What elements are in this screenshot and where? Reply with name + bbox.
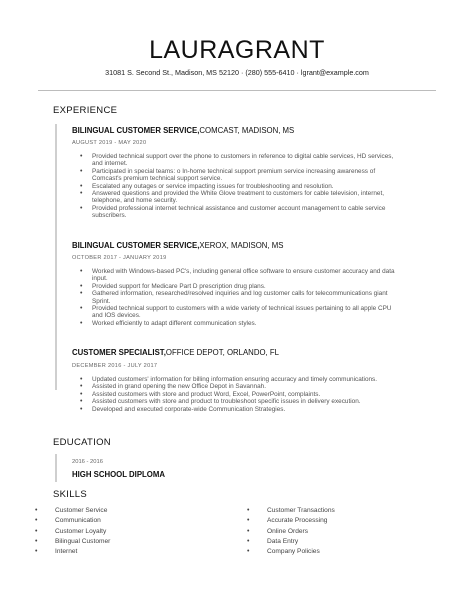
list-item: • Worked efficiently to adapt different communication styles. xyxy=(80,320,400,327)
candidate-name: LAURAGRANT xyxy=(149,36,325,64)
experience-heading: EXPERIENCE xyxy=(53,105,118,116)
job-bullets xyxy=(80,153,400,220)
list-item: • Provided professional internet technical assistance and customer account management to cable service subscribers. xyxy=(80,205,400,220)
skill-item: • Data Entry xyxy=(241,537,335,547)
skill-item: • Bilingual Customer xyxy=(29,537,110,547)
job-title xyxy=(72,126,294,135)
job-company: OFFICE DEPOT, ORLANDO, FL xyxy=(165,348,279,357)
experience-rule xyxy=(55,124,57,390)
list-item: • Provided support for Medicare Part D prescription drug plans. xyxy=(80,283,400,290)
job-role: BILINGUAL CUSTOMER SERVICE, xyxy=(72,241,200,250)
contact-info: 31081 S. Second St., Madison, MS 52120 · (280) 555-6410 · lgrant@example.com xyxy=(105,68,369,77)
job-bullets xyxy=(80,268,400,327)
job-title xyxy=(72,241,283,250)
skill-item: • Internet xyxy=(29,547,110,557)
skill-item: • Customer Loyalty xyxy=(29,527,110,537)
list-item: • Assisted customers with store and product Word, Excel, PowerPoint, complaints. xyxy=(80,391,400,398)
education-rule xyxy=(55,454,57,482)
education-degree: HIGH SCHOOL DIPLOMA xyxy=(72,470,165,479)
job-bullets xyxy=(80,376,400,413)
list-item: • Assisted customers with store and product to troubleshoot specific issues in delivery execution. xyxy=(80,398,400,405)
job-company: COMCAST, MADISON, MS xyxy=(199,126,295,135)
list-item: • Answered questions and provided the White Glove treatment to customers for cable television, internet, telephone, and home security. xyxy=(80,190,400,205)
skill-item: • Company Policies xyxy=(241,547,335,557)
job-dates: AUGUST 2019 - MAY 2020 xyxy=(72,140,147,146)
list-item: • Provided technical support over the phone to customers in reference to digital cable services, HD services, and internet. xyxy=(80,153,400,168)
skill-item: • Customer Transactions xyxy=(241,506,335,516)
job-title xyxy=(72,348,279,357)
job-company: XEROX, MADISON, MS xyxy=(199,241,284,250)
skill-item: • Customer Service xyxy=(29,506,110,516)
education-heading: EDUCATION xyxy=(53,437,111,448)
skill-item: • Accurate Processing xyxy=(241,516,335,526)
education-dates: 2016 - 2016 xyxy=(72,459,103,465)
skill-item: • Communication xyxy=(29,516,110,526)
list-item: • Participated in special teams: o In-home technical support premium service increasing awareness of Comcast's premium technical support service. xyxy=(80,168,400,183)
skills-list-right xyxy=(241,506,335,557)
list-item: • Assisted in grand opening the new Office Depot in Savannah. xyxy=(80,383,400,390)
list-item: • Gathered information, researched/resolved inquiries and log customer calls for telecommunications giant Sprint. xyxy=(80,290,400,305)
list-item: • Escalated any outages or service impacting issues for troubleshooting and resolution. xyxy=(80,183,400,190)
skills-heading: SKILLS xyxy=(53,489,88,500)
list-item: • Developed and executed corporate-wide Communication Strategies. xyxy=(80,406,400,413)
header-divider xyxy=(38,90,436,91)
job-dates: DECEMBER 2016 - JULY 2017 xyxy=(72,363,158,369)
job-role: BILINGUAL CUSTOMER SERVICE, xyxy=(72,126,200,135)
skill-item: • Online Orders xyxy=(241,527,335,537)
list-item: • Worked with Windows-based PC's, including general office software to ensure customer accuracy and data input. xyxy=(80,268,400,283)
list-item: • Updated customers' information for billing information ensuring accuracy and timely communications. xyxy=(80,376,400,383)
skills-list-left xyxy=(29,506,110,557)
job-dates: OCTOBER 2017 - JANUARY 2019 xyxy=(72,255,167,261)
list-item: • Provided technical support to customers with a wide variety of technical issues pertaining to all apple CPU and IOS devices. xyxy=(80,305,400,320)
job-role: CUSTOMER SPECIALIST, xyxy=(72,348,166,357)
